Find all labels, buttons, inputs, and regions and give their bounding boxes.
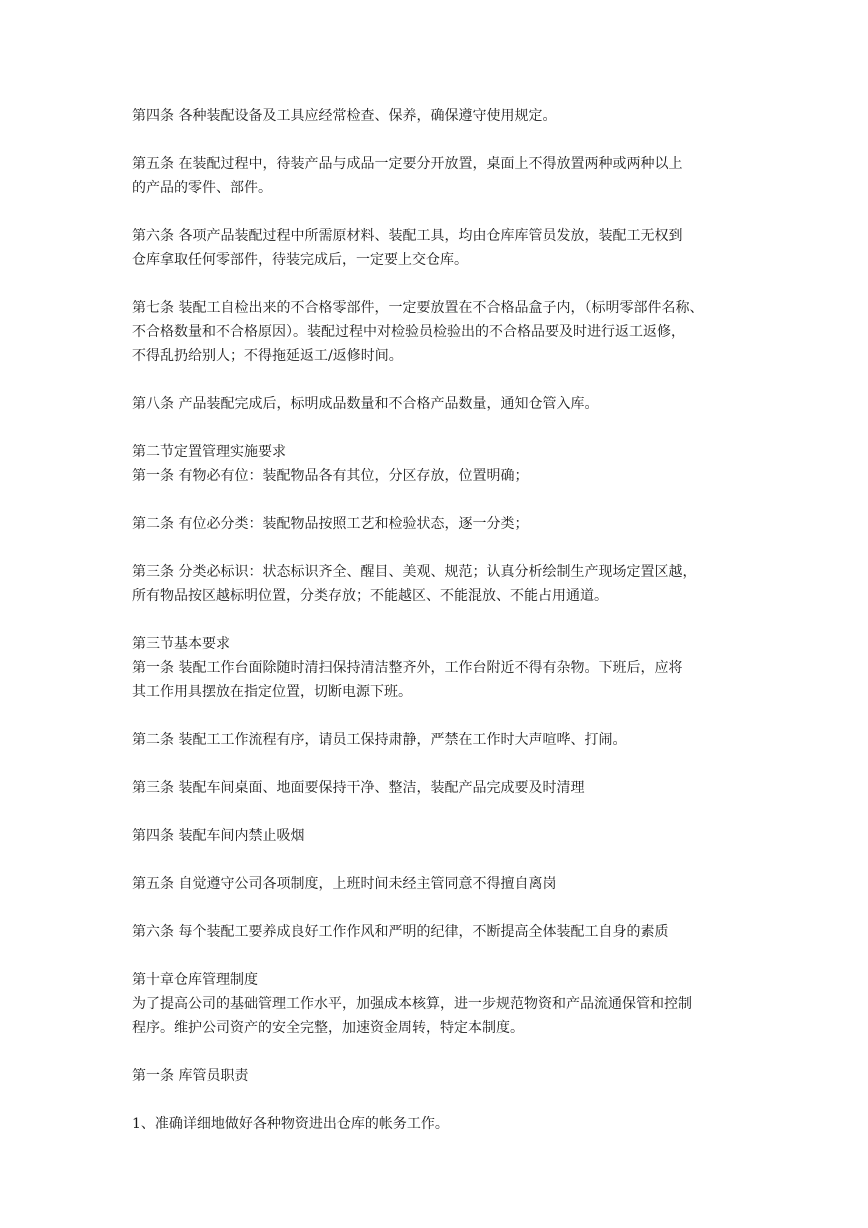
section-3-article-2 (132, 728, 744, 752)
text-line: 第六条 每个装配工要养成良好工作作风和严明的纪律，不断提高全体装配工自身的素质 (132, 924, 669, 940)
section-2-article-2 (132, 512, 744, 536)
section-3-article-3 (132, 776, 744, 800)
text-line: 第一条 库管员职责 (132, 1068, 249, 1084)
text-line: 1、准确详细地做好各种物资进出仓库的帐务工作。 (132, 1116, 449, 1132)
section-heading: 第三节基本要求 (132, 636, 230, 652)
text-line: 第一条 装配工作台面除随时清扫保持清洁整齐外，工作台附近不得有杂物。下班后，应将 (132, 660, 683, 676)
chapter-10-block (132, 968, 744, 1040)
text-line: 第五条 在装配过程中，待装产品与成品一定要分开放置，桌面上不得放置两种或两种以上 (132, 156, 683, 172)
text-line: 第四条 装配车间内禁止吸烟 (132, 828, 305, 844)
article-4-paragraph (132, 104, 744, 128)
text-line: 不合格数量和不合格原因）。装配过程中对检验员检验出的不合格品要及时进行返工返修， (132, 324, 685, 340)
text-line: 第六条 各项产品装配过程中所需原材料、装配工具，均由仓库库管员发放，装配工无权到 (132, 228, 683, 244)
text-line: 第七条 装配工自检出来的不合格零部件，一定要放置在不合格品盒子内，（标明零部件名称、 (132, 300, 704, 316)
article-7-paragraph (132, 296, 744, 368)
article-8-paragraph (132, 392, 744, 416)
section-3-article-6 (132, 920, 744, 944)
section-3-block (132, 632, 744, 704)
text-line: 为了提高公司的基础管理工作水平，加强成本核算，进一步规范物资和产品流通保管和控制 (132, 996, 692, 1012)
text-line: 第三条 分类必标识：状态标识齐全、醒目、美观、规范；认真分析绘制生产现场定置区越， (132, 564, 697, 580)
text-line: 不得乱扔给别人；不得拖延返工/返修时间。 (132, 348, 403, 364)
text-line: 第三条 装配车间桌面、地面要保持干净、整洁，装配产品完成要及时清理 (132, 780, 585, 796)
article-6-paragraph (132, 224, 744, 272)
section-3-article-5 (132, 872, 744, 896)
text-line: 第二条 有位必分类：装配物品按照工艺和检验状态，逐一分类； (132, 516, 529, 532)
text-line: 的产品的零件、部件。 (132, 180, 272, 196)
text-line: 第五条 自觉遵守公司各项制度，上班时间未经主管同意不得擅自离岗 (132, 876, 557, 892)
text-line: 第四条 各种装配设备及工具应经常检查、保养，确保遵守使用规定。 (132, 108, 557, 124)
text-line: 第八条 产品装配完成后，标明成品数量和不合格产品数量，通知仓管入库。 (132, 396, 599, 412)
text-line: 仓库拿取任何零部件，待装完成后，一定要上交仓库。 (132, 252, 468, 268)
text-line: 第二条 装配工工作流程有序，请员工保持肃静，严禁在工作时大声喧哗、打闹。 (132, 732, 627, 748)
section-2-block (132, 440, 744, 488)
section-heading: 第二节定置管理实施要求 (132, 444, 286, 460)
section-3-article-4 (132, 824, 744, 848)
chapter-heading: 第十章仓库管理制度 (132, 972, 258, 988)
article-5-paragraph (132, 152, 744, 200)
text-line: 其工作用具摆放在指定位置，切断电源下班。 (132, 684, 412, 700)
text-line: 所有物品按区越标明位置，分类存放；不能越区、不能混放、不能占用通道。 (132, 588, 608, 604)
section-2-article-3 (132, 560, 744, 608)
text-line: 第一条 有物必有位：装配物品各有其位，分区存放，位置明确； (132, 468, 529, 484)
document-body (132, 104, 744, 1160)
chapter-10-article-1 (132, 1064, 744, 1088)
text-line: 程序。维护公司资产的安全完整，加速资金周转，特定本制度。 (132, 1020, 524, 1036)
duty-item-1 (132, 1112, 744, 1136)
